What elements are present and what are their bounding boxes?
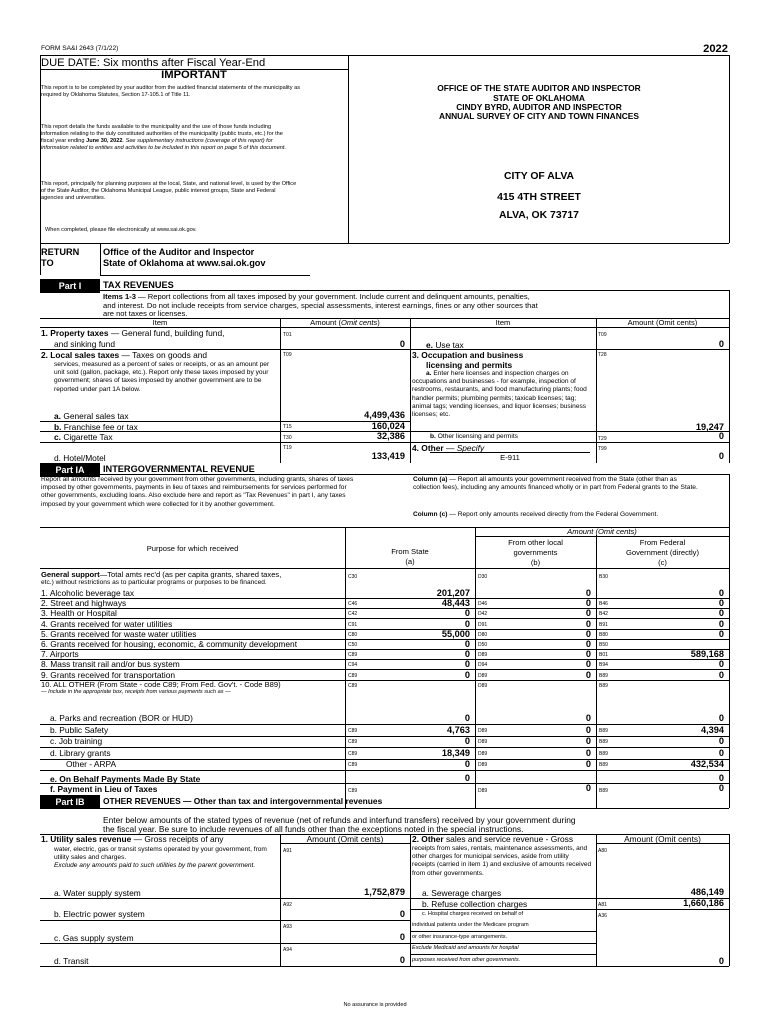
occupation-heading-2: licensing and permits — [426, 360, 513, 370]
on-behalf-federal-value[interactable]: 0 — [718, 773, 724, 783]
part-1b-label: Part IB — [40, 795, 100, 809]
franchise-fee-value[interactable]: 160,024 — [371, 421, 405, 431]
property-taxes-label-2: and sinking fund — [54, 339, 115, 349]
payment-in-lieu-label: f. Payment in Lieu of Taxes — [50, 784, 158, 794]
code-a36: A36 — [598, 913, 607, 919]
col-amount-1b-right: Amount (Omit cents) — [624, 834, 701, 844]
ia-row-code-federal: B91 — [599, 622, 608, 628]
gas-supply-value[interactable]: 0 — [399, 932, 405, 942]
ia-sub-value-state[interactable]: 0 — [464, 736, 470, 746]
ia-row-code-local: D94 — [478, 662, 488, 668]
water-supply-value[interactable]: 1,752,879 — [364, 887, 405, 897]
from-state-header-2: (a) — [405, 557, 415, 566]
intro-paragraph-3: This report, principally for planning purposes at the local, State, and national level, is used by the Office of the State Auditor, the Oklahoma Municipal League, public interest groups, State and Federal agencies and universities. — [41, 181, 297, 201]
local-sales-taxes-desc: services, measured as a percent of sales or receipts, or as an amount per unit sold (gallon, package, etc.). Report only these taxes imposed by your government; shares of taxes imposed by another government are to be reported under part 1A below. — [54, 361, 270, 393]
return-label-1: RETURN — [41, 247, 80, 257]
ia-row-value-local[interactable]: 0 — [585, 639, 591, 649]
hospital-label-4: Exclude Medicaid and amounts for hospital — [412, 945, 519, 951]
part-1-instructions-1: Items 1-3 — Report collections from all taxes imposed by your government. Include current and delinquent amounts, penalties, — [103, 292, 530, 301]
code-a93: A93 — [283, 924, 292, 930]
ia-sub-value-state[interactable]: 0 — [464, 759, 470, 769]
ia-row-label: 6. Grants received for housing, economic, & community development — [41, 639, 298, 649]
part-1-instructions-3: are not taxes or licenses. — [103, 309, 188, 318]
col-item-left: Item — [152, 318, 168, 327]
from-local-header-1: From other local — [508, 538, 563, 547]
part-1-title: TAX REVENUES — [103, 280, 174, 290]
code-d89-all-other: D89 — [478, 683, 488, 689]
col-item-right: Item — [495, 318, 511, 327]
ia-row-value-local[interactable]: 0 — [585, 619, 591, 629]
electric-power-value[interactable]: 0 — [399, 909, 405, 919]
part-1-label: Part I — [40, 279, 100, 293]
ia-sub-code-federal: B89 — [599, 762, 608, 768]
occupation-desc: a. Enter here licenses and inspection charges on occupations and businesses - for example, inspection of restrooms, restaurants, and food manufacturing plants; food handler permits; plumbing permits; taxicab licenses; tag; animal tags; vending licenses, and liquor licenses; business licenses; etc. — [412, 370, 587, 419]
ia-row-code-local: D89 — [478, 673, 488, 679]
city-name: CITY OF ALVA — [503, 171, 575, 182]
ia-row-value-federal[interactable]: 0 — [718, 619, 724, 629]
ia-sub-value-local[interactable]: 0 — [585, 736, 591, 746]
return-office: Office of the Auditor and Inspector — [103, 247, 255, 257]
other-licensing-value[interactable]: 0 — [718, 431, 724, 441]
ia-row-value-state[interactable]: 0 — [464, 639, 470, 649]
intro-paragraph-1: This report is to be completed by your auditor from the audited financial statements of the municipality as required by Oklahoma Statutes, Section 17-105.1 of Title 11. — [41, 85, 300, 98]
ia-sub-code-state: C89 — [348, 728, 358, 734]
ia-row-value-state[interactable]: 0 — [464, 659, 470, 669]
code-t19: T19 — [283, 445, 292, 451]
ia-row-label: 3. Health or Hospital — [41, 608, 117, 618]
ia-row-label: 1. Alcoholic beverage tax — [41, 588, 135, 598]
ia-row-value-local[interactable]: 0 — [585, 598, 591, 608]
ia-row-value-federal[interactable]: 0 — [718, 670, 724, 680]
from-federal-header-1: From Federal — [639, 538, 686, 547]
code-a80: A80 — [598, 848, 607, 854]
ia-row-label: 7. Airports — [41, 649, 79, 659]
hospital-label-1: c. Hospital charges received on behalf of — [422, 911, 524, 917]
ia-sub-label: d. Library grants — [50, 748, 111, 758]
ia-sub-code-local: D89 — [478, 728, 488, 734]
code-t28: T28 — [598, 352, 607, 358]
part-1b-intro-1: Enter below amounts of the stated types of revenue (net of refunds and interfund transfers) received by your government during — [103, 815, 576, 825]
hotel-motel-label: d. Hotel/Motel — [54, 453, 106, 463]
ia-row-value-local[interactable]: 0 — [585, 659, 591, 669]
property-taxes-label: 1. Property taxes — General fund, building fund, — [41, 328, 225, 338]
ia-row-code-local: D46 — [478, 601, 488, 607]
other-tax-value[interactable]: 0 — [718, 451, 724, 461]
hospital-label-3: or other insurance-type arrangements. — [412, 934, 508, 940]
other-sales-label: 2. Other sales and service revenue - Gross — [412, 834, 574, 844]
cigarette-tax-label: c. Cigarette Tax — [54, 432, 113, 442]
code-t01: T01 — [283, 332, 292, 338]
ia-sub-code-local: D89 — [478, 751, 488, 757]
ia-row-value-federal[interactable]: 0 — [718, 608, 724, 618]
code-d30: D30 — [478, 574, 488, 580]
ia-row-label: 5. Grants received for waste water utilities — [41, 629, 197, 639]
payment-in-lieu-federal-value[interactable]: 0 — [718, 783, 724, 793]
all-other-label: 10. ALL OTHER (From State - code C89; From Fed. Gov't. - Code B89) — [41, 680, 281, 689]
ia-row-value-local[interactable]: 0 — [585, 588, 591, 598]
transit-value[interactable]: 0 — [399, 955, 405, 965]
code-t15: T15 — [283, 424, 292, 430]
due-date: DUE DATE: Six months after Fiscal Year-End — [41, 57, 266, 69]
ia-row-code-local: D91 — [478, 622, 488, 628]
form-year: 2022 — [703, 43, 728, 55]
part-1a-title: INTERGOVERNMENTAL REVENUE — [103, 464, 255, 474]
cigarette-tax-value[interactable]: 32,386 — [376, 431, 405, 441]
other-tax-specify-e911: E-911 — [500, 453, 520, 462]
ia-sub-value-local[interactable]: 0 — [585, 748, 591, 758]
ia-sub-value-federal[interactable]: 0 — [718, 736, 724, 746]
ia-row-code-state: C42 — [348, 611, 358, 617]
from-federal-header-3: (c) — [658, 558, 667, 567]
part-1-instructions-2: and interest. Do not include receipts from service charges, special assessments, interest earnings, fines or any other sources that — [103, 301, 538, 310]
return-label-2: TO — [41, 258, 54, 268]
part-1b-title: OTHER REVENUES — Other than tax and intergovernmental revenues — [103, 796, 383, 806]
general-sales-tax-value[interactable]: 4,499,436 — [364, 410, 405, 420]
ia-sub-code-local: D89 — [478, 739, 488, 745]
col-amount-right: Amount (Omit cents) — [627, 318, 698, 327]
ia-row-label: 2. Street and highways — [41, 598, 127, 608]
transit-label: d. Transit — [54, 956, 89, 966]
city-state-zip: ALVA, OK 73717 — [499, 210, 579, 221]
code-b30: B30 — [599, 574, 608, 580]
ia-sub-code-local: D89 — [478, 762, 488, 768]
ia-sub-label: b. Public Safety — [50, 725, 109, 735]
ia-row-code-state: C89 — [348, 652, 358, 658]
column-c-instructions: Column (c) — Report only amounts received directly from the Federal Government. — [413, 511, 659, 518]
franchise-fee-label: b. Franchise fee or tax — [54, 422, 138, 432]
ia-row-code-state: C94 — [348, 662, 358, 668]
office-line-4: ANNUAL SURVEY OF CITY AND TOWN FINANCES — [439, 111, 639, 121]
footer-note: No assurance is provided — [343, 1002, 407, 1008]
ia-sub-code-federal: B89 — [599, 728, 608, 734]
gas-supply-label: c. Gas supply system — [54, 933, 134, 943]
code-c30: C30 — [348, 574, 358, 580]
ia-sub-code-federal: B89 — [599, 751, 608, 757]
ia-row-code-state: C50 — [348, 642, 358, 648]
ia-sub-code-state: C89 — [348, 751, 358, 757]
ia-row-code-state: C46 — [348, 601, 358, 607]
ia-sub-value-federal[interactable]: 4,394 — [701, 725, 724, 735]
ia-row-code-local: D50 — [478, 642, 488, 648]
ia-row-code-state: C89 — [348, 673, 358, 679]
ia-sub-label: c. Job training — [50, 736, 103, 746]
ia-row-value-federal[interactable]: 0 — [718, 629, 724, 639]
property-taxes-value[interactable]: 0 — [399, 339, 405, 349]
other-sales-desc: receipts from sales, rentals, maintenance assessments, and other charges for municipal services, aside from utility receipts (carried in item 1) and exclusive of amounts received from other governments. — [412, 845, 592, 877]
water-supply-label: a. Water supply system — [54, 888, 141, 898]
code-t29: T29 — [598, 436, 607, 442]
ia-sub-value-state[interactable]: 4,763 — [447, 725, 470, 735]
column-a-instructions: Column (a) — Report all amounts your government received from the State (other than as collection fees), including any amounts financed wholly or in part from Federal grants to the State. — [413, 476, 698, 492]
office-line-1: OFFICE OF THE STATE AUDITOR AND INSPECTOR — [437, 83, 641, 93]
hospital-value[interactable]: 0 — [718, 956, 724, 966]
refuse-value[interactable]: 1,660,186 — [683, 898, 724, 908]
ia-row-label: 9. Grants received for transportation — [41, 670, 176, 680]
hospital-label-2: individual patients under the Medicare program — [412, 922, 529, 928]
hotel-motel-value[interactable]: 133,419 — [371, 451, 405, 461]
ia-row-code-state: C80 — [348, 632, 358, 638]
ia-sub-value-state[interactable]: 18,349 — [441, 748, 470, 758]
ia-row-value-state[interactable]: 0 — [464, 608, 470, 618]
ia-row-value-local[interactable]: 0 — [585, 670, 591, 680]
ia-row-value-state[interactable]: 0 — [464, 649, 470, 659]
other-licensing-label: b. Other licensing and permits — [430, 433, 518, 440]
ia-row-value-state[interactable]: 201,207 — [436, 588, 470, 598]
code-t99: T99 — [598, 446, 607, 452]
occupation-heading-1: 3. Occupation and business — [412, 350, 524, 360]
ia-row-label: 4. Grants received for water utilities — [41, 619, 173, 629]
ia-row-code-federal: B46 — [599, 601, 608, 607]
return-website[interactable]: State of Oklahoma at www.sai.ok.gov — [103, 258, 266, 268]
form-id: FORM SA&I 2643 (7/1/22) — [41, 45, 119, 52]
code-b89-pilot: B89 — [599, 788, 608, 794]
use-tax-label: e. Use tax — [426, 340, 464, 350]
utility-sales-desc: water, electric, gas or transit systems operated by your government, from utility sales and charges. — [54, 846, 267, 862]
payment-in-lieu-local-value[interactable]: 0 — [585, 783, 591, 793]
intro-paragraph-2: This report details the funds available to the municipality and the use of those funds including information relating to the duly constituted authorities of the municipality (public trusts, etc.) for the fiscal year ending June 30, 2022. See supplementary instructions (coverage of this report) for information related to entities and activities to be included in this report on page 5 of this document. — [41, 124, 287, 151]
sewerage-value[interactable]: 486,149 — [690, 887, 724, 897]
ia-row-code-federal: B89 — [599, 673, 608, 679]
sewerage-label: a. Sewerage charges — [422, 888, 502, 898]
ia-sub-value-federal[interactable]: 0 — [718, 713, 724, 723]
ia-row-value-federal[interactable]: 0 — [718, 588, 724, 598]
local-sales-taxes-label: 2. Local sales taxes — Taxes on goods and — [41, 350, 208, 360]
code-t09-right: T09 — [598, 332, 607, 338]
ia-row-code-federal: B01 — [599, 652, 608, 658]
general-sales-tax-label: a. General sales tax — [54, 411, 129, 421]
ia-row-label: 8. Mass transit rail and/or bus system — [41, 659, 180, 669]
ia-sub-label: Other - ARPA — [66, 759, 117, 769]
ia-row-code-state: C91 — [348, 622, 358, 628]
general-support-label-2: etc.) without restrictions as to particular programs or purposes to be financed. — [41, 579, 267, 586]
utility-sales-label: 1. Utility sales revenue — Gross receipts of any — [41, 834, 224, 844]
use-tax-value[interactable]: 0 — [718, 339, 724, 349]
from-local-header-2: governments — [513, 548, 558, 557]
electric-power-label: b. Electric power system — [54, 909, 145, 919]
ia-row-value-federal[interactable]: 0 — [718, 659, 724, 669]
hospital-label-5: purposes received from other governments. — [412, 957, 521, 963]
col-amount-left: Amount (Omit cents) — [310, 318, 380, 327]
ia-row-value-local[interactable]: 0 — [585, 608, 591, 618]
code-c89-pilot: C89 — [348, 788, 358, 794]
refuse-label: b. Refuse collection charges — [422, 899, 528, 909]
city-street: 415 4TH STREET — [497, 192, 581, 203]
part-1a-label: Part IA — [40, 463, 100, 477]
amount-omit-cents-header: Amount (Omit cents) — [567, 527, 637, 536]
ia-row-value-state[interactable]: 55,000 — [441, 629, 470, 639]
code-a81: A81 — [598, 902, 607, 908]
code-t09: T09 — [283, 352, 292, 358]
on-behalf-state-value[interactable]: 0 — [464, 773, 470, 783]
ia-sub-value-local[interactable]: 0 — [585, 725, 591, 735]
part-1a-desc: Report all amounts received by your government from other governments, including grants, shares of taxes imposed by other governments, payments in lieu of taxes and reimbursements for services performed for other governments, excluding loans. Also exclude here and report as "Tax Revenues" in part I, any taxes imposed by your government which were collected for it by another government. — [41, 476, 354, 508]
ia-row-value-local[interactable]: 0 — [585, 629, 591, 639]
on-behalf-payments-label: e. On Behalf Payments Made By State — [50, 774, 201, 784]
ia-sub-value-federal[interactable]: 432,534 — [690, 759, 724, 769]
ia-row-value-federal[interactable]: 589,168 — [690, 649, 724, 659]
important-heading: IMPORTANT — [161, 69, 227, 81]
code-a94: A94 — [283, 947, 292, 953]
ia-row-code-local: D80 — [478, 632, 488, 638]
ia-row-value-federal[interactable]: 0 — [718, 598, 724, 608]
utility-sales-exclude: Exclude any amounts paid to such utilities by the parent government. — [54, 862, 256, 869]
code-b89-all-other: B89 — [599, 683, 608, 689]
office-line-3: CINDY BYRD, AUDITOR AND INSPECTOR — [456, 102, 622, 112]
ia-sub-code-state: C89 — [348, 762, 358, 768]
ia-sub-value-state[interactable]: 0 — [464, 713, 470, 723]
ia-row-value-local[interactable]: 0 — [585, 649, 591, 659]
code-d89-pilot: D89 — [478, 788, 488, 794]
occupation-a-value[interactable]: 19,247 — [695, 422, 724, 432]
ia-sub-label: a. Parks and recreation (BOR or HUD) — [50, 713, 193, 723]
code-a92: A92 — [283, 902, 292, 908]
ia-row-value-state[interactable]: 48,443 — [441, 598, 470, 608]
ia-sub-code-federal: B89 — [599, 739, 608, 745]
code-a91: A91 — [283, 848, 292, 854]
other-tax-label: 4. Other — Specify — [412, 443, 485, 453]
general-support-label: General support—Total amts rec'd (as per capita grants, shared taxes, — [41, 570, 282, 579]
col-amount-1b-left: Amount (Omit cents) — [306, 834, 384, 844]
ia-row-code-local: D42 — [478, 611, 488, 617]
ia-row-code-federal: B42 — [599, 611, 608, 617]
code-c89-all-other: C89 — [348, 683, 358, 689]
ia-row-value-state[interactable]: 0 — [464, 670, 470, 680]
from-state-header-1: From State — [391, 547, 429, 556]
part-1b-intro-2: the fiscal year. Be sure to include revenues of all funds other than the exceptions noted in the special instructions. — [103, 824, 524, 834]
ia-sub-code-state: C89 — [348, 739, 358, 745]
purpose-header: Purpose for which received — [146, 544, 239, 553]
code-t30: T30 — [283, 435, 292, 441]
ia-sub-value-federal[interactable]: 0 — [718, 748, 724, 758]
ia-row-code-local: D89 — [478, 652, 488, 658]
ia-sub-value-local[interactable]: 0 — [585, 759, 591, 769]
from-local-header-3: (b) — [530, 558, 541, 567]
include-note: — Include in the appropriate box, receipts from various payments such as — — [41, 689, 231, 695]
ia-row-code-federal: B94 — [599, 662, 608, 668]
ia-row-value-state[interactable]: 0 — [464, 619, 470, 629]
ia-row-code-federal: B50 — [599, 642, 608, 648]
office-line-2: STATE OF OKLAHOMA — [493, 93, 585, 103]
ia-sub-value-local[interactable]: 0 — [585, 713, 591, 723]
from-federal-header-2: Government (directly) — [625, 548, 699, 557]
ia-row-code-federal: B80 — [599, 632, 608, 638]
intro-paragraph-4: When completed, please file electronically at www.sai.ok.gov. — [45, 227, 197, 233]
